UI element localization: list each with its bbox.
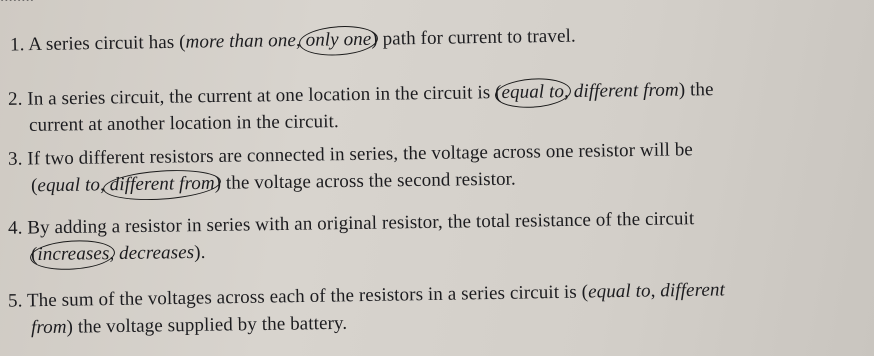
question-3-line-2 [31, 169, 516, 198]
question-5-line-2 [31, 313, 348, 339]
question-number: 2. [7, 88, 23, 110]
question-2-line-2: current at another location in the circuit. [28, 111, 339, 136]
question-text: ) the voltage across the second resistor. [214, 168, 516, 194]
question-5 [8, 279, 725, 312]
question-number: 3. [7, 148, 23, 170]
question-text: A series circuit has ( [28, 31, 186, 56]
question-4 [8, 208, 695, 240]
separator: , [295, 29, 306, 51]
question-1 [10, 26, 576, 57]
question-3 [8, 139, 693, 171]
question-text: By adding a resistor in series with an original resistor, the total resistance of the circuit [27, 208, 695, 239]
option-decreases: decreases [118, 242, 195, 264]
separator: , [563, 81, 574, 103]
option-equal-to-circled: equal to [501, 81, 565, 104]
question-text: In a series circuit, the current at one location in the circuit is ( [27, 82, 502, 110]
separator: , [109, 242, 120, 265]
question-text: ) the [678, 79, 714, 101]
question-number: 4. [7, 217, 23, 239]
separator: , [99, 174, 110, 196]
question-number: 5. [7, 290, 23, 312]
question-text: ) path for current to travel. [371, 25, 576, 50]
option-more-than-one: more than one [185, 29, 297, 53]
cut-off-text [0, 0, 34, 6]
option-from: from [30, 316, 67, 339]
option-different-from-circled: different from [109, 172, 215, 196]
question-text: The sum of the voltages across each of the resistors in a series circuit is ( [26, 281, 589, 312]
question-text: ) the voltage supplied by the battery. [66, 312, 348, 338]
question-4-line-2 [31, 242, 206, 266]
question-number: 1. [9, 34, 25, 56]
option-different-from: different from [573, 79, 679, 103]
separator: , [650, 280, 661, 302]
question-text: ). [194, 241, 206, 264]
option-only-one-circled: only one [305, 28, 372, 51]
option-equal-to: equal to [587, 280, 651, 303]
paren: ( [30, 175, 38, 197]
paren: ( [30, 243, 38, 266]
option-different: different [660, 279, 726, 302]
question-text: If two different resistors are connected in series, the voltage across one resistor will be [27, 139, 694, 170]
option-increases-circled: increases [37, 243, 110, 265]
question-2 [8, 79, 714, 111]
option-equal-to: equal to [37, 174, 101, 197]
